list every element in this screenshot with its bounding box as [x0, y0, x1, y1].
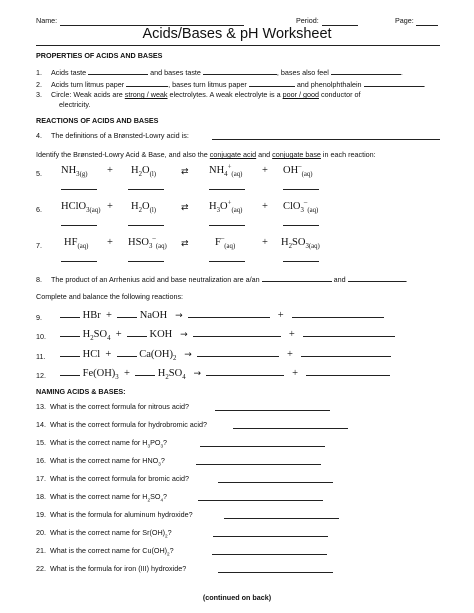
answer-blank[interactable]	[209, 225, 245, 226]
question-3: 3. Circle: Weak acids are strong / weak electrolytes. A weak electrolyte is a poor / good conductor of	[36, 90, 361, 99]
coefficient-blank[interactable]	[117, 348, 137, 357]
question-14: 14. What is the correct formula for hydrobromic acid?	[36, 420, 207, 429]
question-10-number: 10.	[36, 332, 46, 341]
answer-blank[interactable]	[61, 225, 97, 226]
answer-blank[interactable]	[209, 189, 245, 190]
coefficient-blank[interactable]	[60, 328, 80, 337]
coefficient-blank[interactable]	[60, 348, 80, 357]
answer-blank[interactable]	[348, 273, 406, 282]
reactant-1: $HF_{(aq)}$	[64, 237, 89, 251]
answer-blank[interactable]	[198, 500, 323, 501]
question-1: 1. Acids taste and bases taste , bases also feel .	[36, 68, 403, 77]
answer-blank[interactable]	[262, 273, 332, 282]
section-heading-properties: PROPERTIES OF ACIDS AND BASES	[36, 51, 163, 60]
reactant-1: HClO$_{3(aq)}$	[61, 201, 101, 215]
question-12-number: 12.	[36, 371, 46, 380]
answer-blank[interactable]	[203, 66, 277, 75]
coefficient-blank[interactable]	[117, 309, 137, 318]
equilibrium-arrow: ⇄	[181, 239, 189, 249]
answer-blank[interactable]	[212, 554, 327, 555]
circle-option-strength[interactable]: strong / weak	[124, 90, 168, 99]
product-1: $H_3O^+_{(aq)}$	[209, 199, 243, 215]
reactant-2: $H_2O_{(l)}$	[131, 165, 157, 179]
question-7-number: 7.	[36, 241, 42, 250]
section-heading-naming: NAMING ACIDS & BASES:	[36, 387, 126, 396]
answer-blank[interactable]	[213, 536, 328, 537]
answer-blank[interactable]	[331, 66, 401, 75]
answer-blank[interactable]	[218, 482, 333, 483]
question-4: 4. The definitions of a Brønsted-Lowry acid is:	[36, 131, 189, 140]
product-blank[interactable]	[188, 309, 270, 318]
coefficient-blank[interactable]	[60, 367, 80, 376]
product-blank[interactable]	[303, 328, 395, 337]
plus-sign: +	[107, 201, 113, 212]
question-5-number: 5.	[36, 169, 42, 178]
answer-blank[interactable]	[224, 518, 339, 519]
question-11-number: 11.	[36, 352, 46, 361]
balance-equation: HCl + $Ca(OH)_2$ → +	[60, 348, 391, 360]
page-label: Page:	[395, 16, 414, 25]
coefficient-blank[interactable]	[127, 328, 147, 337]
product-blank[interactable]	[306, 367, 390, 376]
reactant-2: $HSO_3^-_{(aq)}$	[128, 235, 167, 251]
coefficient-blank[interactable]	[60, 309, 80, 318]
plus-sign: +	[262, 165, 268, 176]
question-16: 16. What is the correct name for $HNO_3$?	[36, 456, 165, 467]
question-21: 21. What is the correct name for $Cu(OH)_2$?	[36, 546, 174, 557]
answer-blank[interactable]	[283, 261, 319, 262]
product-2: $H_2SO_{3(aq)}$	[281, 237, 320, 251]
answer-blank[interactable]	[200, 446, 325, 447]
answer-blank[interactable]	[233, 428, 348, 429]
question-18: 18. What is the correct name for $H_2SO_4$?	[36, 492, 168, 503]
reactant-1: $NH_{3(g)}$	[61, 165, 88, 179]
product-blank[interactable]	[292, 309, 384, 318]
question-6-number: 6.	[36, 205, 42, 214]
question-13: 13. What is the correct formula for nitrous acid?	[36, 402, 190, 411]
answer-blank[interactable]	[128, 261, 164, 262]
answer-blank[interactable]	[209, 261, 245, 262]
answer-blank[interactable]	[61, 261, 97, 262]
period-label: Period:	[296, 16, 319, 25]
answer-blank[interactable]	[126, 78, 168, 87]
product-2: $OH^-_{(aq)}$	[283, 163, 313, 179]
answer-blank[interactable]	[88, 66, 148, 75]
name-label: Name:	[36, 16, 58, 25]
answer-blank[interactable]	[61, 189, 97, 190]
plus-sign: +	[262, 237, 268, 248]
reaction-arrow: →	[193, 369, 202, 379]
title-divider	[36, 45, 440, 46]
question-19: 19. What is the formula for aluminum hydroxide?	[36, 510, 193, 519]
reaction-arrow: →	[184, 350, 192, 360]
balance-equation: HBr + NaOH → +	[60, 309, 384, 321]
answer-blank[interactable]	[215, 410, 330, 411]
answer-blank[interactable]	[218, 572, 333, 573]
reactant-2: $H_2O_{(l)}$	[131, 201, 157, 215]
product-blank[interactable]	[301, 348, 391, 357]
product-blank[interactable]	[193, 328, 281, 337]
answer-blank[interactable]	[249, 78, 295, 87]
answer-blank[interactable]	[283, 225, 319, 226]
question-2: 2. Acids turn litmus paper , bases turn litmus paper and phenolphthalein .	[36, 80, 426, 89]
balance-equation: $Fe(OH)_3$ + $H_2SO_4$ → +	[60, 367, 390, 379]
question-20: 20. What is the correct name for $Sr(OH)_2$?	[36, 528, 172, 539]
product-blank[interactable]	[206, 367, 284, 376]
circle-option-conductor[interactable]: poor / good	[282, 90, 319, 99]
plus-sign: +	[107, 237, 113, 248]
reaction-arrow: →	[180, 330, 188, 340]
equilibrium-arrow: ⇄	[181, 167, 189, 177]
answer-blank[interactable]	[128, 225, 164, 226]
equilibrium-arrow: ⇄	[181, 203, 189, 213]
answer-blank[interactable]	[212, 139, 440, 140]
answer-blank[interactable]	[364, 78, 424, 87]
question-8: 8. The product of an Arrhenius acid and base neutralization are a/an and .	[36, 275, 408, 284]
product-blank[interactable]	[197, 348, 279, 357]
identify-instruction: Identify the Brønsted-Lowry Acid & Base, and also the conjugate acid and conjugate base in each reaction:	[36, 150, 376, 159]
question-22: 22. What is the formula for iron (III) hydroxide?	[36, 564, 187, 573]
balance-instruction: Complete and balance the following reactions:	[36, 292, 184, 301]
continued-note: (continued on back)	[202, 593, 272, 602]
page-title: Acids/Bases & pH Worksheet	[142, 26, 332, 42]
section-heading-reactions: REACTIONS OF ACIDS AND BASES	[36, 116, 159, 125]
answer-blank[interactable]	[196, 464, 321, 465]
balance-equation: $H_2SO_4$ + KOH → +	[60, 328, 395, 340]
product-2: ClO$_3$–$_{(aq)}$	[283, 199, 319, 215]
question-9-number: 9.	[36, 313, 42, 322]
reaction-arrow: →	[175, 311, 183, 321]
question-17: 17. What is the correct formula for bromic acid?	[36, 474, 190, 483]
coefficient-blank[interactable]	[135, 367, 155, 376]
plus-sign: +	[107, 165, 113, 176]
product-1: $NH_4^+_{(aq)}$	[209, 163, 243, 179]
answer-blank[interactable]	[128, 189, 164, 190]
question-3-line2: electricity.	[59, 100, 91, 109]
product-1: $F^-_{(aq)}$	[215, 235, 236, 251]
plus-sign: +	[262, 201, 268, 212]
answer-blank[interactable]	[283, 189, 319, 190]
question-15: 15. What is the correct name for $H_3PO_3$?	[36, 438, 168, 449]
